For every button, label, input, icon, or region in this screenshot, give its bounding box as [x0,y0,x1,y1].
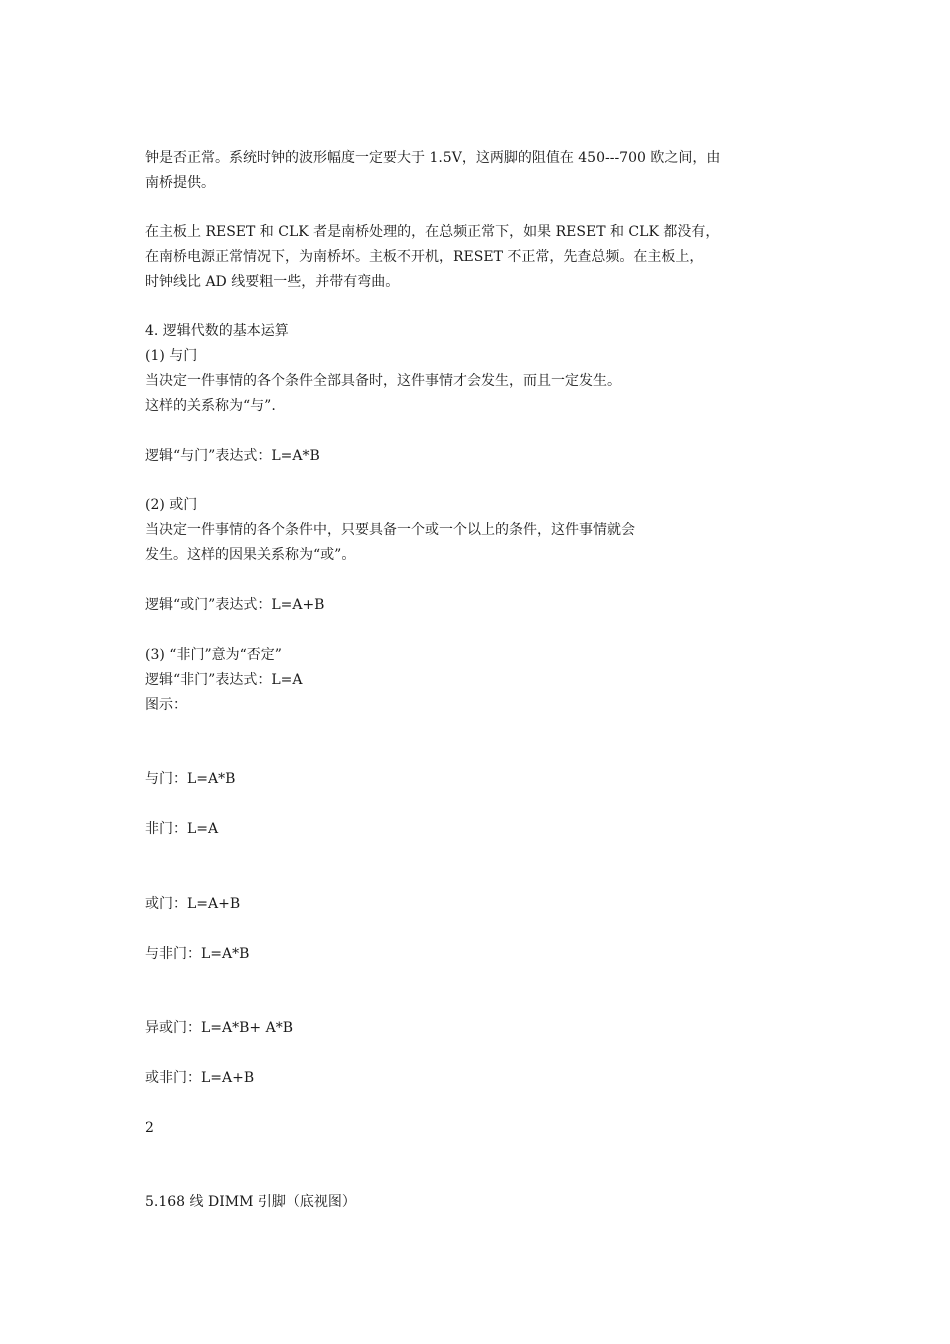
gate-label: 异或门：L=A*B+ A*B [145,1020,294,1036]
text-line: 南桥提供。 [145,175,215,191]
subsection-heading: (3) “非门”意为“否定” [145,647,282,663]
section-heading: 5.168 线 DIMM 引脚（底视图） [145,1194,356,1210]
gate-label: 非门：L=A [145,821,219,837]
text-line: 在主板上 RESET 和 CLK 者是南桥处理的，在总频正常下，如果 RESET 和 CLK 都没有， [145,224,720,240]
gate-label: 与非门：L=A*B [145,946,250,962]
text-line: 在南桥电源正常情况下，为南桥坏。主板不开机，RESET 不正常，先查总频。在主板上， [145,249,704,265]
text-line: 图示： [145,697,187,713]
text-line: 时钟线比 AD 线要粗一些，并带有弯曲。 [145,274,400,290]
gate-label: 与门：L=A*B [145,771,236,787]
gate-label: 或非门：L=A+B [145,1070,255,1086]
page-number: 2 [145,1120,154,1136]
text-line: 当决定一件事情的各个条件中，只要具备一个或一个以上的条件，这件事情就会 [145,522,635,538]
gate-label: 或门：L=A+B [145,896,241,912]
text-line: 这样的关系称为“与”. [145,398,276,414]
text-line: 当决定一件事情的各个条件全部具备时，这件事情才会发生，而且一定发生。 [145,373,621,389]
expression-line: 逻辑“与门”表达式：L=A*B [145,448,320,464]
expression-line: 逻辑“非门”表达式：L=A [145,672,303,688]
section-heading: 4. 逻辑代数的基本运算 [145,323,289,339]
subsection-heading: (1) 与门 [145,348,198,364]
text-line: 发生。这样的因果关系称为“或”。 [145,547,356,563]
expression-line: 逻辑“或门”表达式：L=A+B [145,597,325,613]
subsection-heading: (2) 或门 [145,497,198,513]
text-line: 钟是否正常。系统时钟的波形幅度一定要大于 1.5V，这两脚的阻值在 450---700 欧之间，由 [145,150,721,166]
